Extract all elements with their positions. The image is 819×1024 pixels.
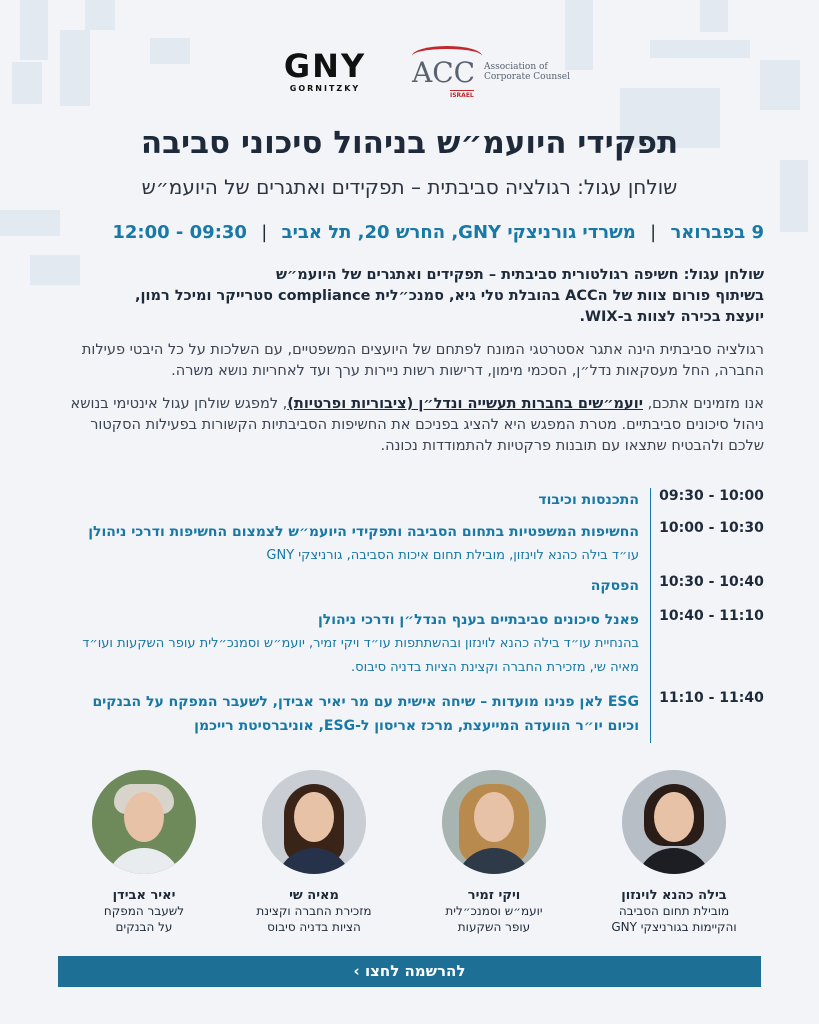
gny-logo-subtitle: GORNITZKY bbox=[289, 84, 361, 93]
event-date: 9 בפברואר bbox=[670, 222, 764, 243]
acc-logo-text: Association of Corporate Counsel bbox=[484, 62, 570, 82]
speaker-name: בילה כהנא לוינזון bbox=[621, 888, 727, 903]
intro-heading: שולחן עגול: חשיפה רגולטורית סביבתית – תפקידים ואתגרים של היועמ״ש בשיתוף פורום צוות של הACC בהובלת טלי גיא, סמנכ״לית compliance סטרייקר ומיכל רמון, יועצת בכירה לצוות ב-WIX. bbox=[135, 267, 764, 325]
agenda-title: פאנל סיכונים סביבתיים בענף הנדל״ן ודרכי ניהולן bbox=[317, 612, 639, 628]
agenda-description: עו״ד בילה כהנא לוינזון, מובילת תחום איכות הסביבה, גורניצקי GNY bbox=[266, 548, 639, 563]
speaker-photo bbox=[622, 770, 726, 874]
speaker-role: מזכירת החברה וקצינת bbox=[256, 904, 372, 918]
agenda-time: 10:40 - 11:10 bbox=[659, 608, 764, 624]
speaker-name: מאיה שי bbox=[289, 888, 339, 903]
gny-logo-mark: GNY bbox=[283, 47, 367, 85]
event-time: 09:30 - 12:00 bbox=[112, 222, 247, 243]
speaker-card bbox=[59, 770, 229, 935]
event-details bbox=[60, 222, 764, 243]
acc-logo-country: ISRAEL bbox=[450, 92, 474, 99]
register-button[interactable]: להרשמה לחצו › bbox=[58, 956, 761, 987]
acc-logo bbox=[410, 50, 570, 100]
separator: | bbox=[261, 222, 268, 243]
speaker-role: מובילת תחום הסביבה bbox=[618, 904, 730, 918]
acc-logo-mark: ACC bbox=[412, 56, 476, 89]
intro-paragraph: רגולציה סביבתית הינה אתגר אסטרטגי המונח לפתחם של היועצים המשפטיים, עם השלכות על כל היבטי פעילות החברה, החל מעסקאות נדל״ן, הסכמי מימון, דרישות רשות ניירות ערך ועד לאחריות נושא משרה. bbox=[81, 342, 764, 379]
target-audience: יועמ״שים בחברות תעשייה ונדל״ן (ציבוריות ופרטיות) bbox=[287, 396, 643, 412]
speaker-photo bbox=[92, 770, 196, 874]
speaker-name: יאיר אבידן bbox=[112, 888, 176, 903]
agenda-title: החשיפות המשפטיות בתחום הסביבה ותפקידי היועמ״ש לצמצום החשיפות ודרכי ניהולן bbox=[88, 524, 639, 540]
speaker-role: לשעבר המפקח bbox=[103, 904, 185, 918]
speaker-photo bbox=[442, 770, 546, 874]
intro-section bbox=[55, 265, 764, 457]
logo-bar bbox=[270, 47, 570, 100]
agenda-title: התכנסות וכיבוד bbox=[538, 492, 639, 508]
speaker-role: יועמ״ש וסמנכ״לית bbox=[445, 904, 543, 918]
invitation-paragraph: אנו מזמינים אתכם, יועמ״שים בחברות תעשייה ונדל״ן (ציבוריות ופרטיות), למפגש שולחן עגול אינטימי בנושא ניהול סיכונים סביבתיים. מטרת המפגש היא להציג בפניכם את החשיפות הסביבתיות הקשורות בפעילות הסקטור שלכם ולהבטיח שתצאו עם תובנות פרקטיות להתמודדות נכונה. bbox=[70, 396, 764, 454]
gny-logo bbox=[275, 47, 375, 93]
agenda-title: הפסקה bbox=[590, 578, 639, 594]
agenda-divider bbox=[650, 488, 651, 743]
agenda-time: 10:00 - 10:30 bbox=[659, 520, 764, 536]
agenda bbox=[60, 488, 764, 743]
speaker-card bbox=[409, 770, 579, 935]
agenda-time: 11:10 - 11:40 bbox=[659, 690, 764, 706]
speaker-role: והקיימות בגורניצקי GNY bbox=[611, 920, 737, 934]
separator: | bbox=[650, 222, 657, 243]
speaker-role: עופר השקעות bbox=[457, 920, 531, 934]
speaker-card bbox=[229, 770, 399, 935]
agenda-time: 10:30 - 10:40 bbox=[659, 574, 764, 590]
page-subtitle: שולחן עגול: רגולציה סביבתית – תפקידים ואתגרים של היועמ״ש bbox=[141, 175, 678, 199]
speaker-role: על הבנקים bbox=[115, 920, 173, 934]
speaker-role: הציות בדניה סיבוס bbox=[267, 920, 361, 934]
speaker-photo bbox=[262, 770, 366, 874]
agenda-description: בהנחיית עו״ד בילה כהנא לוינזון ובהשתתפות עו״ד ויקי זמיר, יועמ״ש וסמנכ״לית עופר השקעות ועו״ד מאיה שי, מזכירת החברה וקצינת הציות בדניה סיבוס. bbox=[82, 636, 639, 675]
speaker-name: ויקי זמיר bbox=[467, 888, 521, 903]
agenda-time: 09:30 - 10:00 bbox=[659, 488, 764, 504]
page-title: תפקידי היועמ״ש בניהול סיכוני סביבה bbox=[140, 125, 679, 161]
event-location: משרדי גורניצקי GNY, החרש 20, תל אביב bbox=[281, 222, 636, 243]
speakers bbox=[60, 770, 759, 934]
speaker-card bbox=[589, 770, 759, 935]
agenda-title: ESG לאן פנינו מועדות – שיחה אישית עם מר יאיר אבידן, לשעבר המפקח על הבנקים וכיום יו״ר הוועדה המייעצת, מרכז אריסון ל-ESG, אוניברסיטת רייכמן bbox=[92, 694, 639, 734]
